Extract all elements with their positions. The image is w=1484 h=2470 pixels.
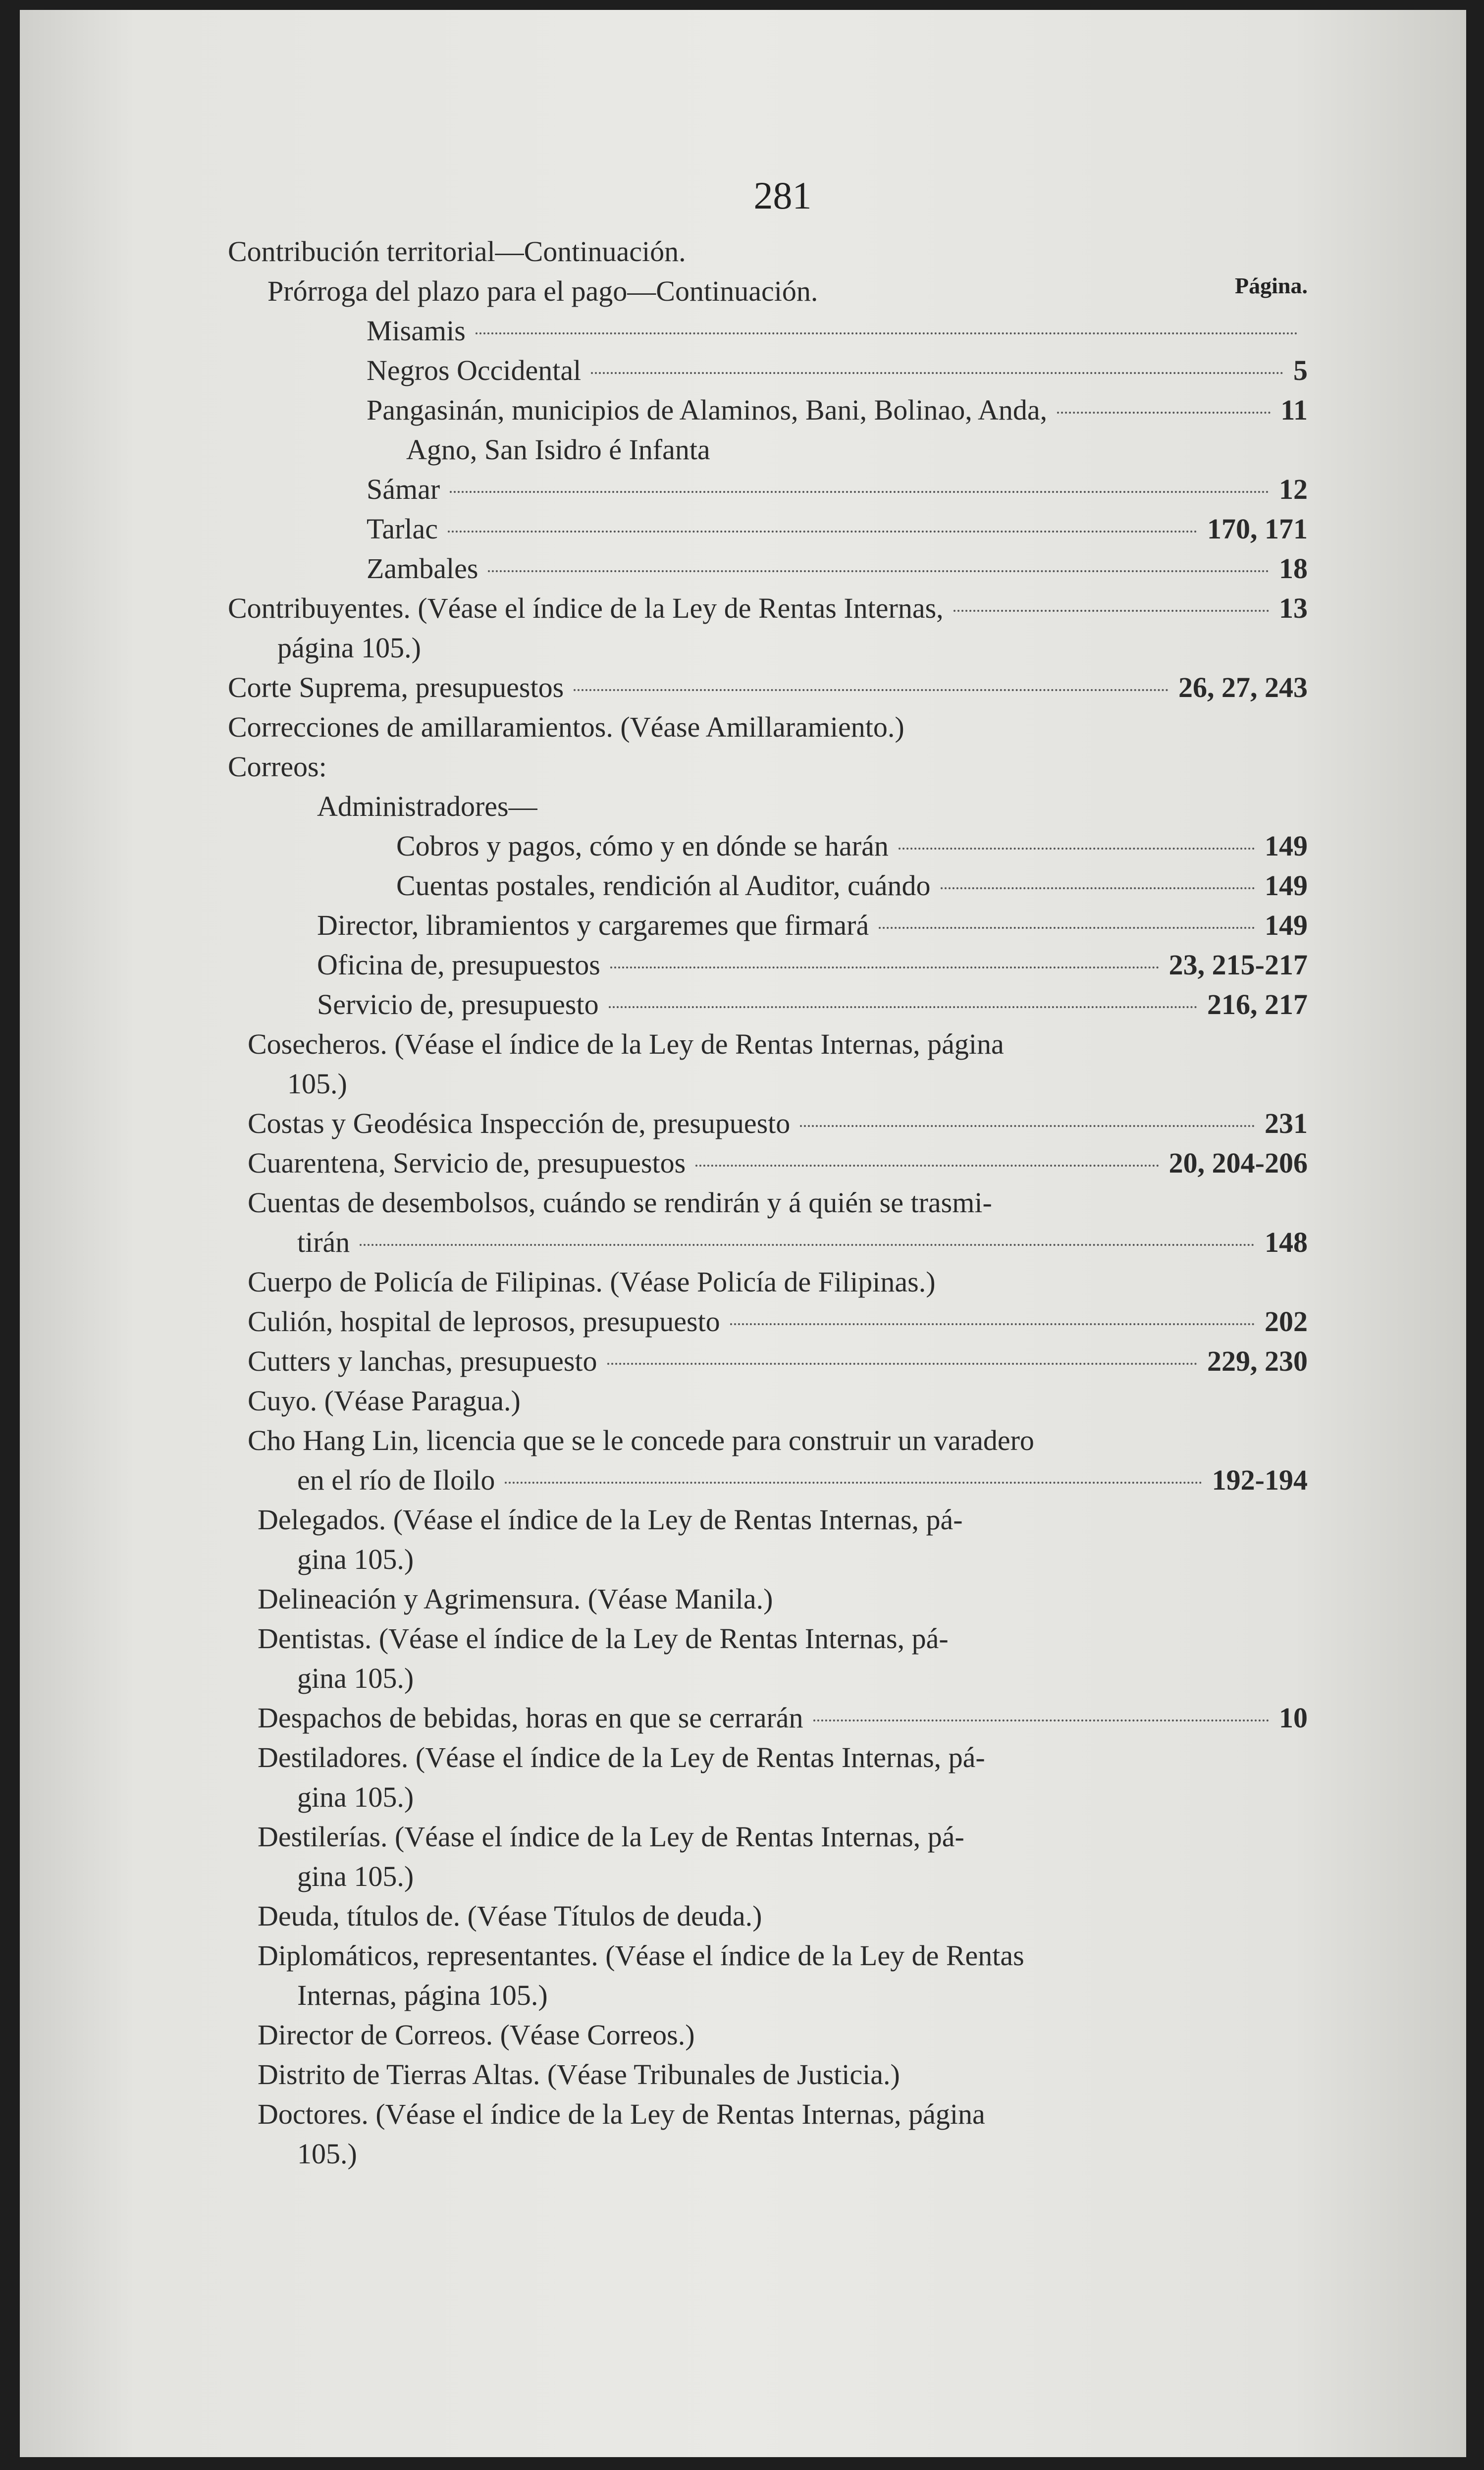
- index-entry: [367, 510, 1308, 548]
- index-entry-text: Negros Occidental: [367, 354, 582, 386]
- index-entry-text: Cho Hang Lin, licencia que se le concede para construir un varadero: [248, 1424, 1034, 1456]
- index-entry-text: Distrito de Tierras Altas. (Véase Tribunales de Justicia.): [258, 2058, 900, 2091]
- index-entry-text: tirán: [297, 1226, 350, 1258]
- leader-dots: [591, 372, 1283, 374]
- index-entry-page: 10: [1279, 1702, 1308, 1734]
- index-entry: [317, 946, 1308, 984]
- index-entry-text: en el río de Iloilo: [297, 1464, 495, 1496]
- index-entry-text: Misamis: [367, 315, 466, 347]
- index-entry-text: Cobros y pagos, cómo y en dónde se harán: [396, 830, 889, 862]
- leader-dots: [695, 1165, 1159, 1167]
- index-entry-text: gina 105.): [297, 1662, 414, 1694]
- index-entry-text: Director, libramientos y cargaremes que firmará: [317, 909, 869, 941]
- index-entry-text: Delineación y Agrimensura. (Véase Manila.): [258, 1583, 773, 1615]
- index-entry: [367, 471, 1308, 508]
- index-entry: [248, 1144, 1308, 1182]
- index-entry-text: Destilerías. (Véase el índice de la Ley de Rentas Internas, pá-: [258, 1821, 964, 1853]
- index-entry-text: Correcciones de amillaramientos. (Véase Amillaramiento.): [228, 711, 904, 743]
- index-entry: [367, 312, 1308, 350]
- index-entry-text: Cuentas postales, rendición al Auditor, cuándo: [396, 869, 931, 902]
- index-list: [20, 10, 1466, 2457]
- index-entry-text: Correos:: [228, 751, 327, 783]
- index-entry-text: gina 105.): [297, 1543, 414, 1575]
- index-entry-text: Costas y Geodésica Inspección de, presupuesto: [248, 1107, 791, 1139]
- index-entry-text: Despachos de bebidas, horas en que se cerrarán: [258, 1702, 803, 1734]
- leader-dots: [609, 1006, 1197, 1008]
- leader-dots: [800, 1125, 1255, 1127]
- page-column-header: Página.: [1235, 273, 1308, 298]
- index-entry: [258, 1699, 1308, 1737]
- index-entry-text: Contribuyentes. (Véase el índice de la Ley de Rentas Internas,: [228, 592, 944, 624]
- index-entry-text: Cutters y lanchas, presupuesto: [248, 1345, 597, 1377]
- index-entry: [248, 1342, 1308, 1380]
- index-entry-text: Cuarentena, Servicio de, presupuestos: [248, 1147, 686, 1179]
- index-entry-page: 216, 217: [1207, 988, 1308, 1020]
- index-entry-page: 18: [1279, 552, 1308, 585]
- leader-dots: [476, 332, 1298, 334]
- index-entry-text: Destiladores. (Véase el índice de la Ley de Rentas Internas, pá-: [258, 1741, 985, 1773]
- index-entry-text: página 105.): [277, 632, 421, 664]
- index-entry-page: 12: [1279, 473, 1308, 505]
- leader-dots: [450, 491, 1269, 493]
- book-page: [20, 10, 1466, 2457]
- index-entry-page: 149: [1265, 830, 1308, 862]
- index-entry-text: Deuda, títulos de. (Véase Títulos de deuda.): [258, 1900, 762, 1932]
- index-entry-text: 105.): [297, 2138, 357, 2170]
- index-entry: [396, 827, 1308, 865]
- index-entry-text: Zambales: [367, 552, 478, 585]
- leader-dots: [488, 570, 1269, 572]
- index-entry-text: Administradores—: [317, 790, 537, 822]
- index-entry-text: Oficina de, presupuestos: [317, 949, 600, 981]
- leader-dots: [1057, 412, 1271, 414]
- index-entry-text: Sámar: [367, 473, 440, 505]
- index-entry-page: 23, 215-217: [1168, 949, 1308, 981]
- index-entry-page: 149: [1265, 909, 1308, 941]
- leader-dots: [954, 610, 1269, 612]
- index-entry: [248, 1105, 1308, 1142]
- index-entry-text: Contribución territorial—Continuación.: [228, 235, 686, 268]
- index-entry-page: 192-194: [1212, 1464, 1308, 1496]
- index-entry: [367, 352, 1308, 389]
- index-entry: [317, 907, 1308, 944]
- page-number: 281: [753, 174, 812, 217]
- index-entry-text: Delegados. (Véase el índice de la Ley de Rentas Internas, pá-: [258, 1503, 963, 1536]
- index-entry-text: Director de Correos. (Véase Correos.): [258, 2019, 695, 2051]
- index-entry-text: Dentistas. (Véase el índice de la Ley de Rentas Internas, pá-: [258, 1622, 949, 1655]
- leader-dots: [610, 967, 1159, 968]
- leader-dots: [448, 531, 1197, 533]
- index-entry-page: 26, 27, 243: [1178, 671, 1308, 703]
- leader-dots: [879, 927, 1255, 929]
- index-entry: [228, 590, 1308, 627]
- index-entry-text: 105.): [287, 1068, 347, 1100]
- index-entry-text: Prórroga del plazo para el pago—Continuación.: [267, 275, 818, 307]
- leader-dots: [505, 1482, 1202, 1484]
- index-entry-page: 231: [1265, 1107, 1308, 1139]
- index-entry-text: Culión, hospital de leprosos, presupuesto: [248, 1305, 720, 1338]
- leader-dots: [941, 887, 1255, 889]
- index-entry-text: Pangasinán, municipios de Alaminos, Bani, Bolinao, Anda,: [367, 394, 1048, 426]
- leader-dots: [730, 1323, 1255, 1325]
- leader-dots: [813, 1719, 1269, 1721]
- index-entry: [367, 550, 1308, 588]
- leader-dots: [360, 1244, 1255, 1246]
- index-entry: [248, 1303, 1308, 1341]
- index-entry-page: 148: [1265, 1226, 1308, 1258]
- index-entry: [228, 669, 1308, 706]
- index-entry-text: Cuerpo de Policía de Filipinas. (Véase Policía de Filipinas.): [248, 1266, 936, 1298]
- index-entry-text: Corte Suprema, presupuestos: [228, 671, 564, 703]
- index-entry-page: 13: [1279, 592, 1308, 624]
- index-entry: [297, 1461, 1308, 1499]
- index-entry-page: 229, 230: [1207, 1345, 1308, 1377]
- index-entry-text: Diplomáticos, representantes. (Véase el índice de la Ley de Rentas: [258, 1939, 1024, 1972]
- leader-dots: [899, 848, 1255, 850]
- index-entry-text: gina 105.): [297, 1860, 414, 1892]
- index-entry: [367, 391, 1308, 429]
- index-entry: [396, 867, 1308, 905]
- index-entry-text: Agno, San Isidro é Infanta: [406, 433, 710, 466]
- index-entry-text: Cuentas de desembolsos, cuándo se rendirán y á quién se trasmi-: [248, 1186, 992, 1219]
- index-entry: [297, 1224, 1308, 1261]
- index-entry-text: Servicio de, presupuesto: [317, 988, 599, 1020]
- index-entry-text: gina 105.): [297, 1781, 414, 1813]
- index-entry-text: Cosecheros. (Véase el índice de la Ley de Rentas Internas, página: [248, 1028, 1004, 1060]
- leader-dots: [574, 689, 1168, 691]
- index-entry-page: 202: [1265, 1305, 1308, 1338]
- index-entry-page: 170, 171: [1207, 513, 1308, 545]
- index-entry-text: Tarlac: [367, 513, 438, 545]
- leader-dots: [607, 1363, 1197, 1365]
- index-entry-page: 11: [1280, 394, 1308, 426]
- index-entry-text: Doctores. (Véase el índice de la Ley de Rentas Internas, página: [258, 2098, 985, 2130]
- index-entry-page: 20, 204-206: [1168, 1147, 1308, 1179]
- index-entry-page: 149: [1265, 869, 1308, 902]
- index-entry-page: 5: [1293, 354, 1308, 386]
- index-entry-text: Internas, página 105.): [297, 1979, 548, 2011]
- index-entry: [317, 986, 1308, 1023]
- index-entry-text: Cuyo. (Véase Paragua.): [248, 1385, 521, 1417]
